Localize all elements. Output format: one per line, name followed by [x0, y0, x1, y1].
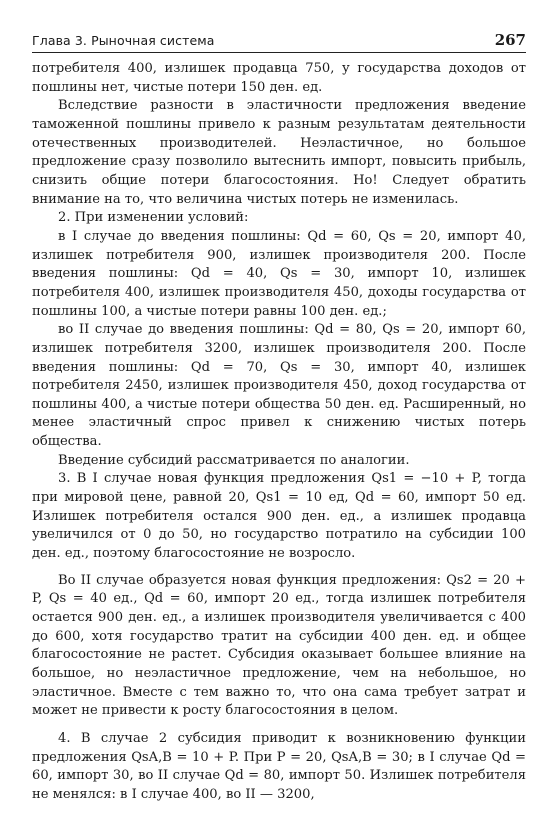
paragraph-item-4: 4. В случае 2 субсидия приводит к возникновению функции предложения QsA,B = 10 + P. При P = 20, QsA,B = 30; в I случае Qd = 60, импорт 30, во II случае Qd = 80, импорт 50. Излишек потребителя не менялся: в I случае 400, во II — 3200, [32, 730, 526, 802]
paragraph-elasticity: Вследствие разности в эластичности предложения введение таможенной пошлины привело к разным результатам деятельности отечественных производителей. Неэластичное, но большое предложение сразу позволило вытеснить импорт, повысить прибыль, снизить общие потери благосостояния. Но! Следует обратить внимание на то, что величина чистых потерь не изменилась. [32, 98, 526, 207]
paragraph-subsidies: Введение субсидий рассматривается по аналогии. [58, 452, 410, 468]
chapter-title: Глава 3. Рыночная система [32, 33, 215, 48]
paragraph-continuation: потребителя 400, излишек продавца 750, у государства доходов от пошлины нет, чистые потери 150 ден. ед. [32, 61, 526, 95]
paragraph-item-3: 3. В I случае новая функция предложения Qs1 = −10 + P, тогда при мировой цене, равной 20, Qs1 = 10 ед, Qd = 60, импорт 50 ед. Излишек потребителя остался 900 ден. ед., а излишек продавца увеличился от 0 до 50, но государство потратило на субсидии 100 ден. ед., поэтому благосостояние не возросло. [32, 471, 526, 562]
paragraph-case-1: в I случае до введения пошлины: Qd = 60, Qs = 20, импорт 40, излишек потребителя 900, излишек производителя 200. После введения пошлины: Qd = 40, Qs = 30, импорт 10, излишек потребителя 400, излишек производителя 450, доходы государства от пошлины 100, а чистые потери равны 100 ден. ед.; [32, 228, 526, 319]
page-number: 267 [494, 31, 526, 49]
body-text [32, 60, 526, 805]
paragraph-case-2-subsidy: Во II случае образуется новая функция предложения: Qs2 = 20 + P, Qs = 40 ед., Qd = 60, импорт 20 ед., тогда излишек потребителя остается 900 ден. ед., а излишек производителя увеличивается с 400 до 600, хотя государство тратит на субсидии 400 ден. ед. и общее благосостояние не растет. Субсидия оказывает большее влияние на большое, но неэластичное предложение, чем на небольшое, но эластичное. Вместе с тем важно то, что она сама требует затрат и может не привести к росту благосостояния в целом. [32, 572, 526, 719]
paragraph-case-2: во II случае до введения пошлины: Qd = 80, Qs = 20, импорт 60, излишек потребителя 3200, излишек производителя 200. После введения пошлины: Qd = 70, Qs = 30, импорт 40, излишек потребителя 2450, излишек производителя 450, доход государства от пошлины 400, а чистые потери общества 50 ден. ед. Расширенный, но менее эластичный спрос привел к снижению чистых потерь общества. [32, 322, 526, 450]
running-head [32, 30, 526, 53]
paragraph-item-2: 2. При изменении условий: [58, 210, 249, 226]
